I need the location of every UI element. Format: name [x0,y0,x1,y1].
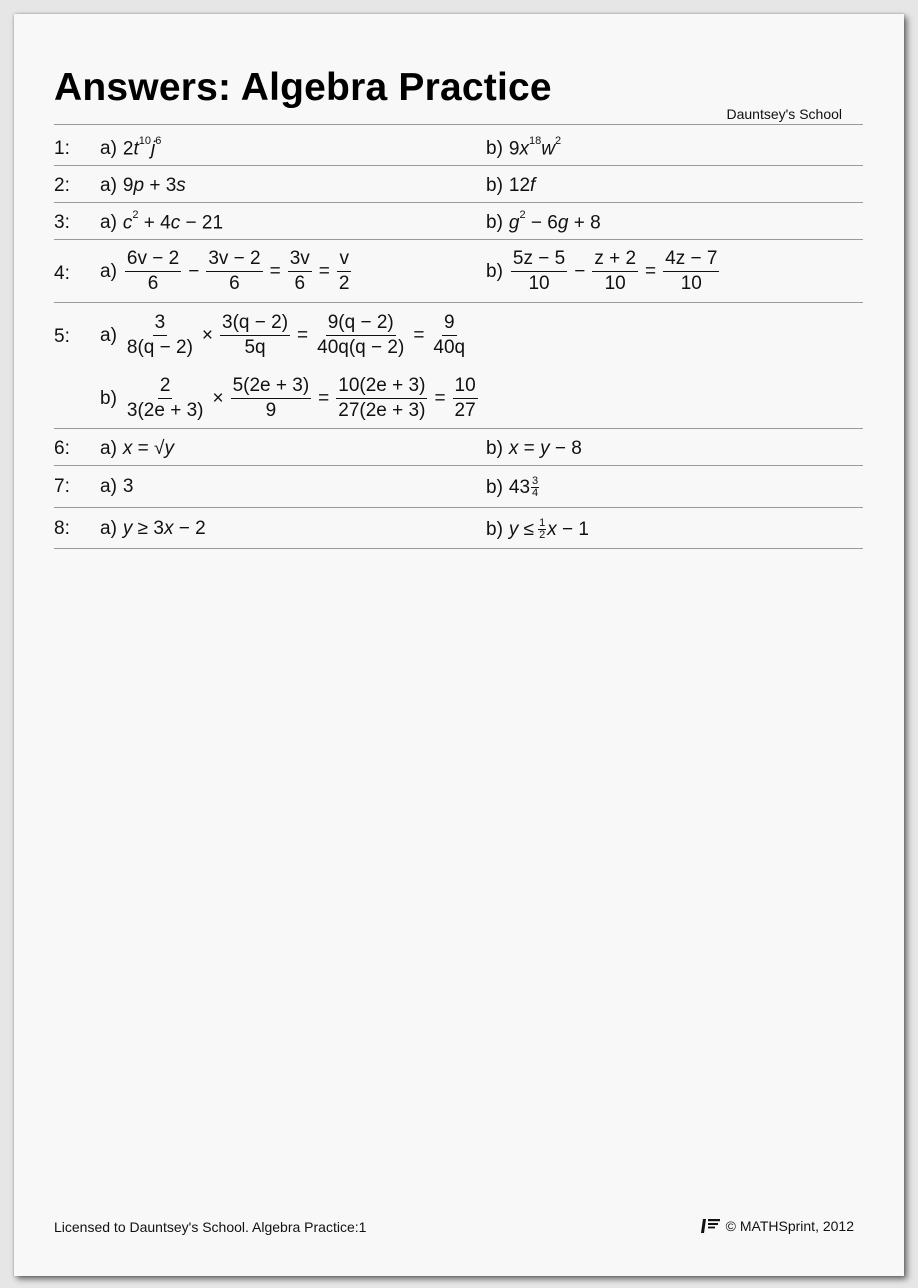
part-label: b) [486,212,503,234]
answer-a: a) y ≥ 3x − 2 [100,518,206,539]
divider [54,507,863,508]
part-label: b) [100,387,117,409]
part-label: a) [100,476,117,497]
answer-value: 3 [122,476,134,497]
operator: = [318,260,330,282]
page-title: Answers: Algebra Practice [54,66,552,109]
answer-b [486,476,540,499]
part-label: b) [486,438,503,459]
answer-a: a) $2t^{10}j^6$ [100,135,162,160]
fraction: $\frac{9}{40q}$ [433,312,466,358]
copyright [700,1217,854,1235]
fraction: $\frac{3v}{6}$ [289,248,310,294]
question-number: 2: [54,175,70,196]
operator: = [269,260,281,282]
divider [54,239,863,240]
question-number: 1: [54,138,70,159]
copyright-text: © MATHSprint, 2012 [725,1218,854,1234]
question-number: 8: [54,518,70,539]
answer-b: b) 12f [486,175,536,196]
part-label: a) [100,260,117,282]
part-label: a) [100,518,117,539]
fraction: $\frac{5z - 5}{10}$ [512,248,566,294]
operator: = [645,260,657,282]
operator: = [413,324,425,346]
answer-b: b) y ≤ $\frac{1}{2}$ x − 1 [486,517,589,541]
fraction: $\frac{v}{2}$ [338,248,350,294]
part-label: a) [100,175,117,196]
small-fraction: $\frac{1}{2}$ [539,517,546,541]
question-number: 3: [54,212,70,233]
part-label: a) [100,324,117,346]
mixed-number-whole: 43 [508,476,531,498]
answer-a [100,248,353,295]
answer-b [486,248,721,295]
answer-b: b) $g^2 - 6g + 8$ [486,209,601,234]
answer-b: b) $9x^{18}w^2$ [486,135,562,160]
answer-a: a) 9p + 3s [100,175,186,196]
fraction: $\frac{3(q - 2)}{5q}$ [222,312,289,358]
operator: × [212,387,224,409]
fraction: $\frac{3}{8(q - 2)}$ [126,312,193,358]
fraction: $\frac{3v - 2}{6}$ [208,248,261,294]
question-number: 7: [54,476,70,497]
operator: = [434,387,446,409]
answer-b [100,375,480,422]
part-label: a) [100,438,117,459]
fraction: $\frac{z + 2}{10}$ [594,248,637,294]
operator: − [574,260,586,282]
operator: × [201,324,214,346]
part-label: b) [486,476,503,498]
question-number: 6: [54,438,70,459]
part-label: b) [486,518,503,540]
fraction: $\frac{10(2e + 3)}{27(2e + 3)}$ [338,375,426,421]
divider [54,165,863,166]
fraction: $\frac{6v - 2}{6}$ [126,248,180,294]
fraction: $\frac{2}{3(2e + 3)}$ [126,375,204,421]
mathsprint-logo-icon [700,1217,722,1235]
answer-a [100,476,133,498]
license-text: Licensed to Dauntsey's School. Algebra Practice:1 [54,1219,367,1235]
part-label: b) [486,260,503,282]
part-label: b) [486,175,503,196]
answer-a: a) x = √y [100,438,174,459]
divider [54,202,863,203]
question-number: 5: [54,326,70,347]
answer-a: a) $c^2 + 4c - 21$ [100,209,224,234]
fraction: $\frac{9(q - 2)}{40q(q - 2)}$ [317,312,405,358]
divider [54,302,863,303]
answer-sheet [14,14,904,1276]
answer-a [100,312,469,359]
question-number: 4: [54,263,70,284]
answer-b: b) x = y − 8 [486,438,582,459]
operator: = [297,324,309,346]
part-label: a) [100,212,117,234]
operator: − [188,260,200,282]
operator: = [318,387,330,409]
divider [54,548,863,549]
part-label: b) [486,138,503,160]
divider [54,465,863,466]
fraction: $\frac{10}{27}$ [454,375,476,421]
small-fraction: 3 4 [532,475,539,499]
divider [54,428,863,429]
fraction: $\frac{4z - 7}{10}$ [665,248,718,294]
divider [54,124,863,125]
part-label: a) [100,138,117,160]
fraction: $\frac{5(2e + 3)}{9}$ [232,375,310,421]
school-name: Dauntsey's School [726,106,842,122]
